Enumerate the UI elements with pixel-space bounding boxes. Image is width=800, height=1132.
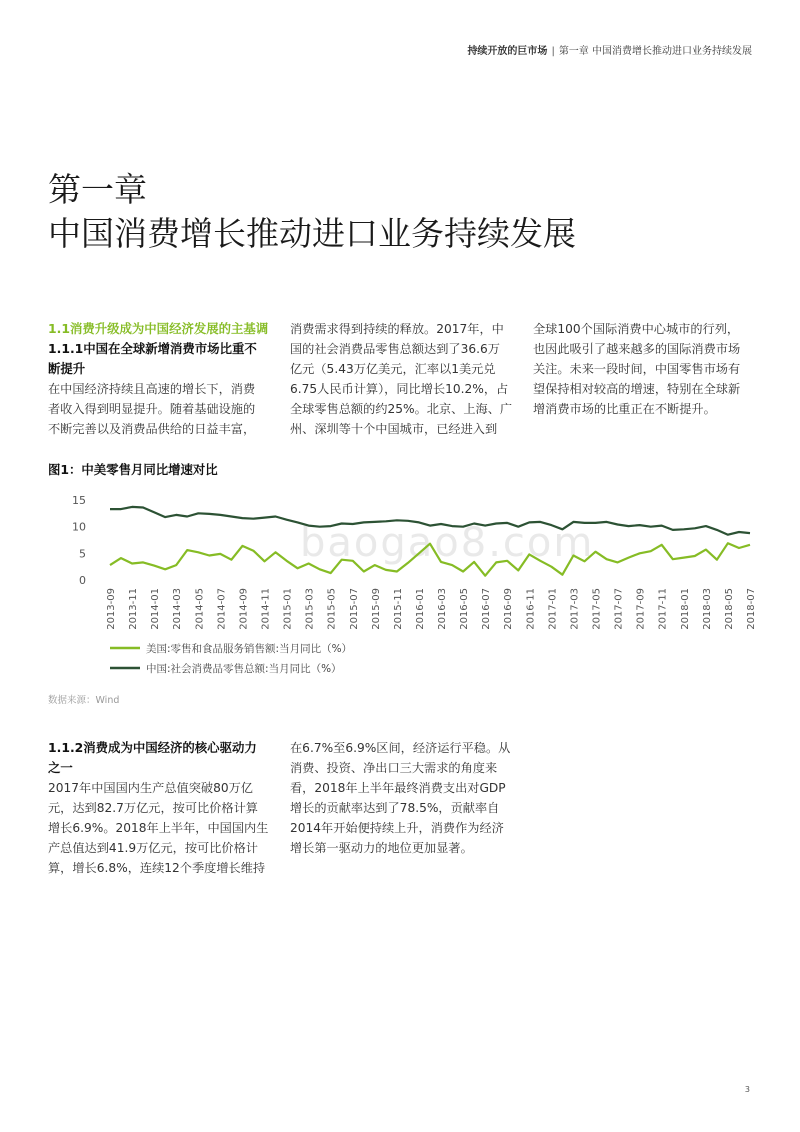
y-tick-label: 5 [79,547,86,561]
chapter-number: 第一章 [48,170,147,209]
paragraph-line: 看，2018年上半年最终消费支出对GDP [290,781,506,795]
x-tick-label: 2013-11 [128,588,140,630]
paragraph-line: 消费、投资、净出口三大需求的角度来 [290,761,498,775]
x-tick-label: 2015-11 [392,588,404,630]
paragraph-line: 2017年中国国内生产总值突破80万亿 [48,781,253,795]
paragraph-line: 增长6.9%。2018年上半年，中国国内生 [48,821,269,835]
paragraph-line: 2014年开始便持续上升，消费作为经济 [290,821,504,835]
x-tick-label: 2014-05 [194,588,206,630]
paragraph-line: 增消费市场的比重正在不断提升。 [533,402,716,416]
header-separator: | [551,46,555,57]
paragraph-line: 全球100个国际消费中心城市的行列， [533,322,740,336]
section1-column1 [48,319,270,439]
running-header [467,42,752,57]
paragraph-line: 州、深圳等十个中国城市，已经进入到 [290,422,498,436]
paragraph-line: 全球零售总额的约25%。北京、上海、广 [290,402,513,416]
paragraph-line: 者收入得到明显提升。随着基础设施的 [48,402,256,416]
x-tick-label: 2017-05 [591,588,603,630]
x-tick-label: 2016-11 [525,588,537,630]
x-tick-label: 2018-05 [723,588,735,630]
paragraph-line: 消费需求得到持续的释放。2017年，中 [290,322,504,336]
x-tick-label: 2014-03 [172,588,184,630]
section1-column2 [290,319,520,439]
x-tick-label: 2017-01 [547,588,559,630]
figure-title: 图1：中美零售月同比增速对比 [48,462,218,477]
x-tick-label: 2016-07 [481,588,493,630]
section-heading: 1.1消费升级成为中国经济发展的主基调 [48,321,269,336]
x-tick-label: 2017-11 [657,588,669,630]
subsection-heading: 1.1.1中国在全球新增消费市场比重不断提升 [48,341,257,376]
y-tick-label: 0 [79,574,86,587]
x-tick-label: 2017-03 [569,588,581,630]
china-retail-series-line [110,507,750,535]
report-title: 持续开放的巨市场 [467,46,548,57]
x-tick-label: 2014-11 [260,588,272,630]
chapter-title [48,168,576,256]
x-tick-label: 2014-07 [216,588,228,630]
x-tick-label: 2015-07 [348,588,360,630]
paragraph-line: 产总值达到41.9万亿元，按可比价格计 [48,841,258,855]
paragraph-line: 亿元（5.43万亿美元，汇率以1美元兑 [290,362,496,376]
paragraph-line: 在中国经济持续且高速的增长下，消费 [48,382,256,396]
us-retail-series-line [110,543,750,576]
x-tick-label: 2016-01 [414,588,426,630]
paragraph-line: 增长第一驱动力的地位更加显著。 [290,841,473,855]
figure-source: 数据来源：Wind [48,695,120,706]
x-tick-label: 2014-01 [150,588,162,630]
legend-label: 中国:社会消费品零售总额:当月同比（%） [146,663,342,675]
paragraph-line: 算，增长6.8%，连续12个季度增长维持 [48,861,266,875]
x-tick-label: 2018-03 [701,588,713,630]
x-tick-label: 2016-09 [503,588,515,630]
section2-column2 [290,738,520,858]
x-tick-label: 2017-09 [635,588,647,630]
y-tick-label: 10 [72,520,86,534]
subsection-heading: 1.1.2消费成为中国经济的核心驱动力之一 [48,740,257,775]
x-tick-label: 2013-09 [106,588,117,630]
header-chapter-ref: 第一章 中国消费增长推动进口业务持续发展 [558,46,752,57]
paragraph-line: 元，达到82.7万亿元，按可比价格计算 [48,801,258,815]
x-tick-label: 2018-07 [746,588,757,630]
paragraph-line: 6.75人民币计算），同比增长10.2%，占 [290,382,509,396]
paragraph-line: 望保持相对较高的增速，特别在全球新 [533,382,741,396]
page-number: 3 [744,1085,750,1094]
section1-column3 [533,319,763,419]
paragraph-line: 国的社会消费品零售总额达到了36.6万 [290,342,500,356]
x-tick-label: 2015-03 [304,588,316,630]
x-tick-label: 2015-05 [326,588,338,630]
watermark: baogao8.com [300,520,595,566]
y-axis [72,494,86,587]
paragraph-line: 在6.7%至6.9%区间，经济运行平稳。从 [290,741,511,755]
paragraph-line: 不断完善以及消费品供给的日益丰富， [48,422,256,436]
x-axis [106,588,757,630]
x-tick-label: 2014-09 [238,588,250,630]
x-tick-label: 2015-09 [370,588,382,630]
chart-legend [110,642,352,675]
x-tick-label: 2017-07 [613,588,625,630]
chapter-heading: 中国消费增长推动进口业务持续发展 [48,214,576,253]
section2-column1 [48,738,273,878]
paragraph-line: 增长的贡献率达到了78.5%，贡献率自 [290,801,500,815]
paragraph-line: 关注。未来一段时间，中国零售市场有 [533,362,741,376]
paragraph-line: 也因此吸引了越来越多的国际消费市场 [533,342,741,356]
series-lines [110,507,750,576]
retail-growth-line-chart [48,485,760,685]
x-tick-label: 2016-03 [437,588,449,630]
x-tick-label: 2015-01 [282,588,294,630]
x-tick-label: 2018-01 [679,588,691,630]
x-tick-label: 2016-05 [459,588,471,630]
legend-label: 美国:零售和食品服务销售额:当月同比（%） [146,643,353,655]
y-tick-label: 15 [72,494,86,507]
